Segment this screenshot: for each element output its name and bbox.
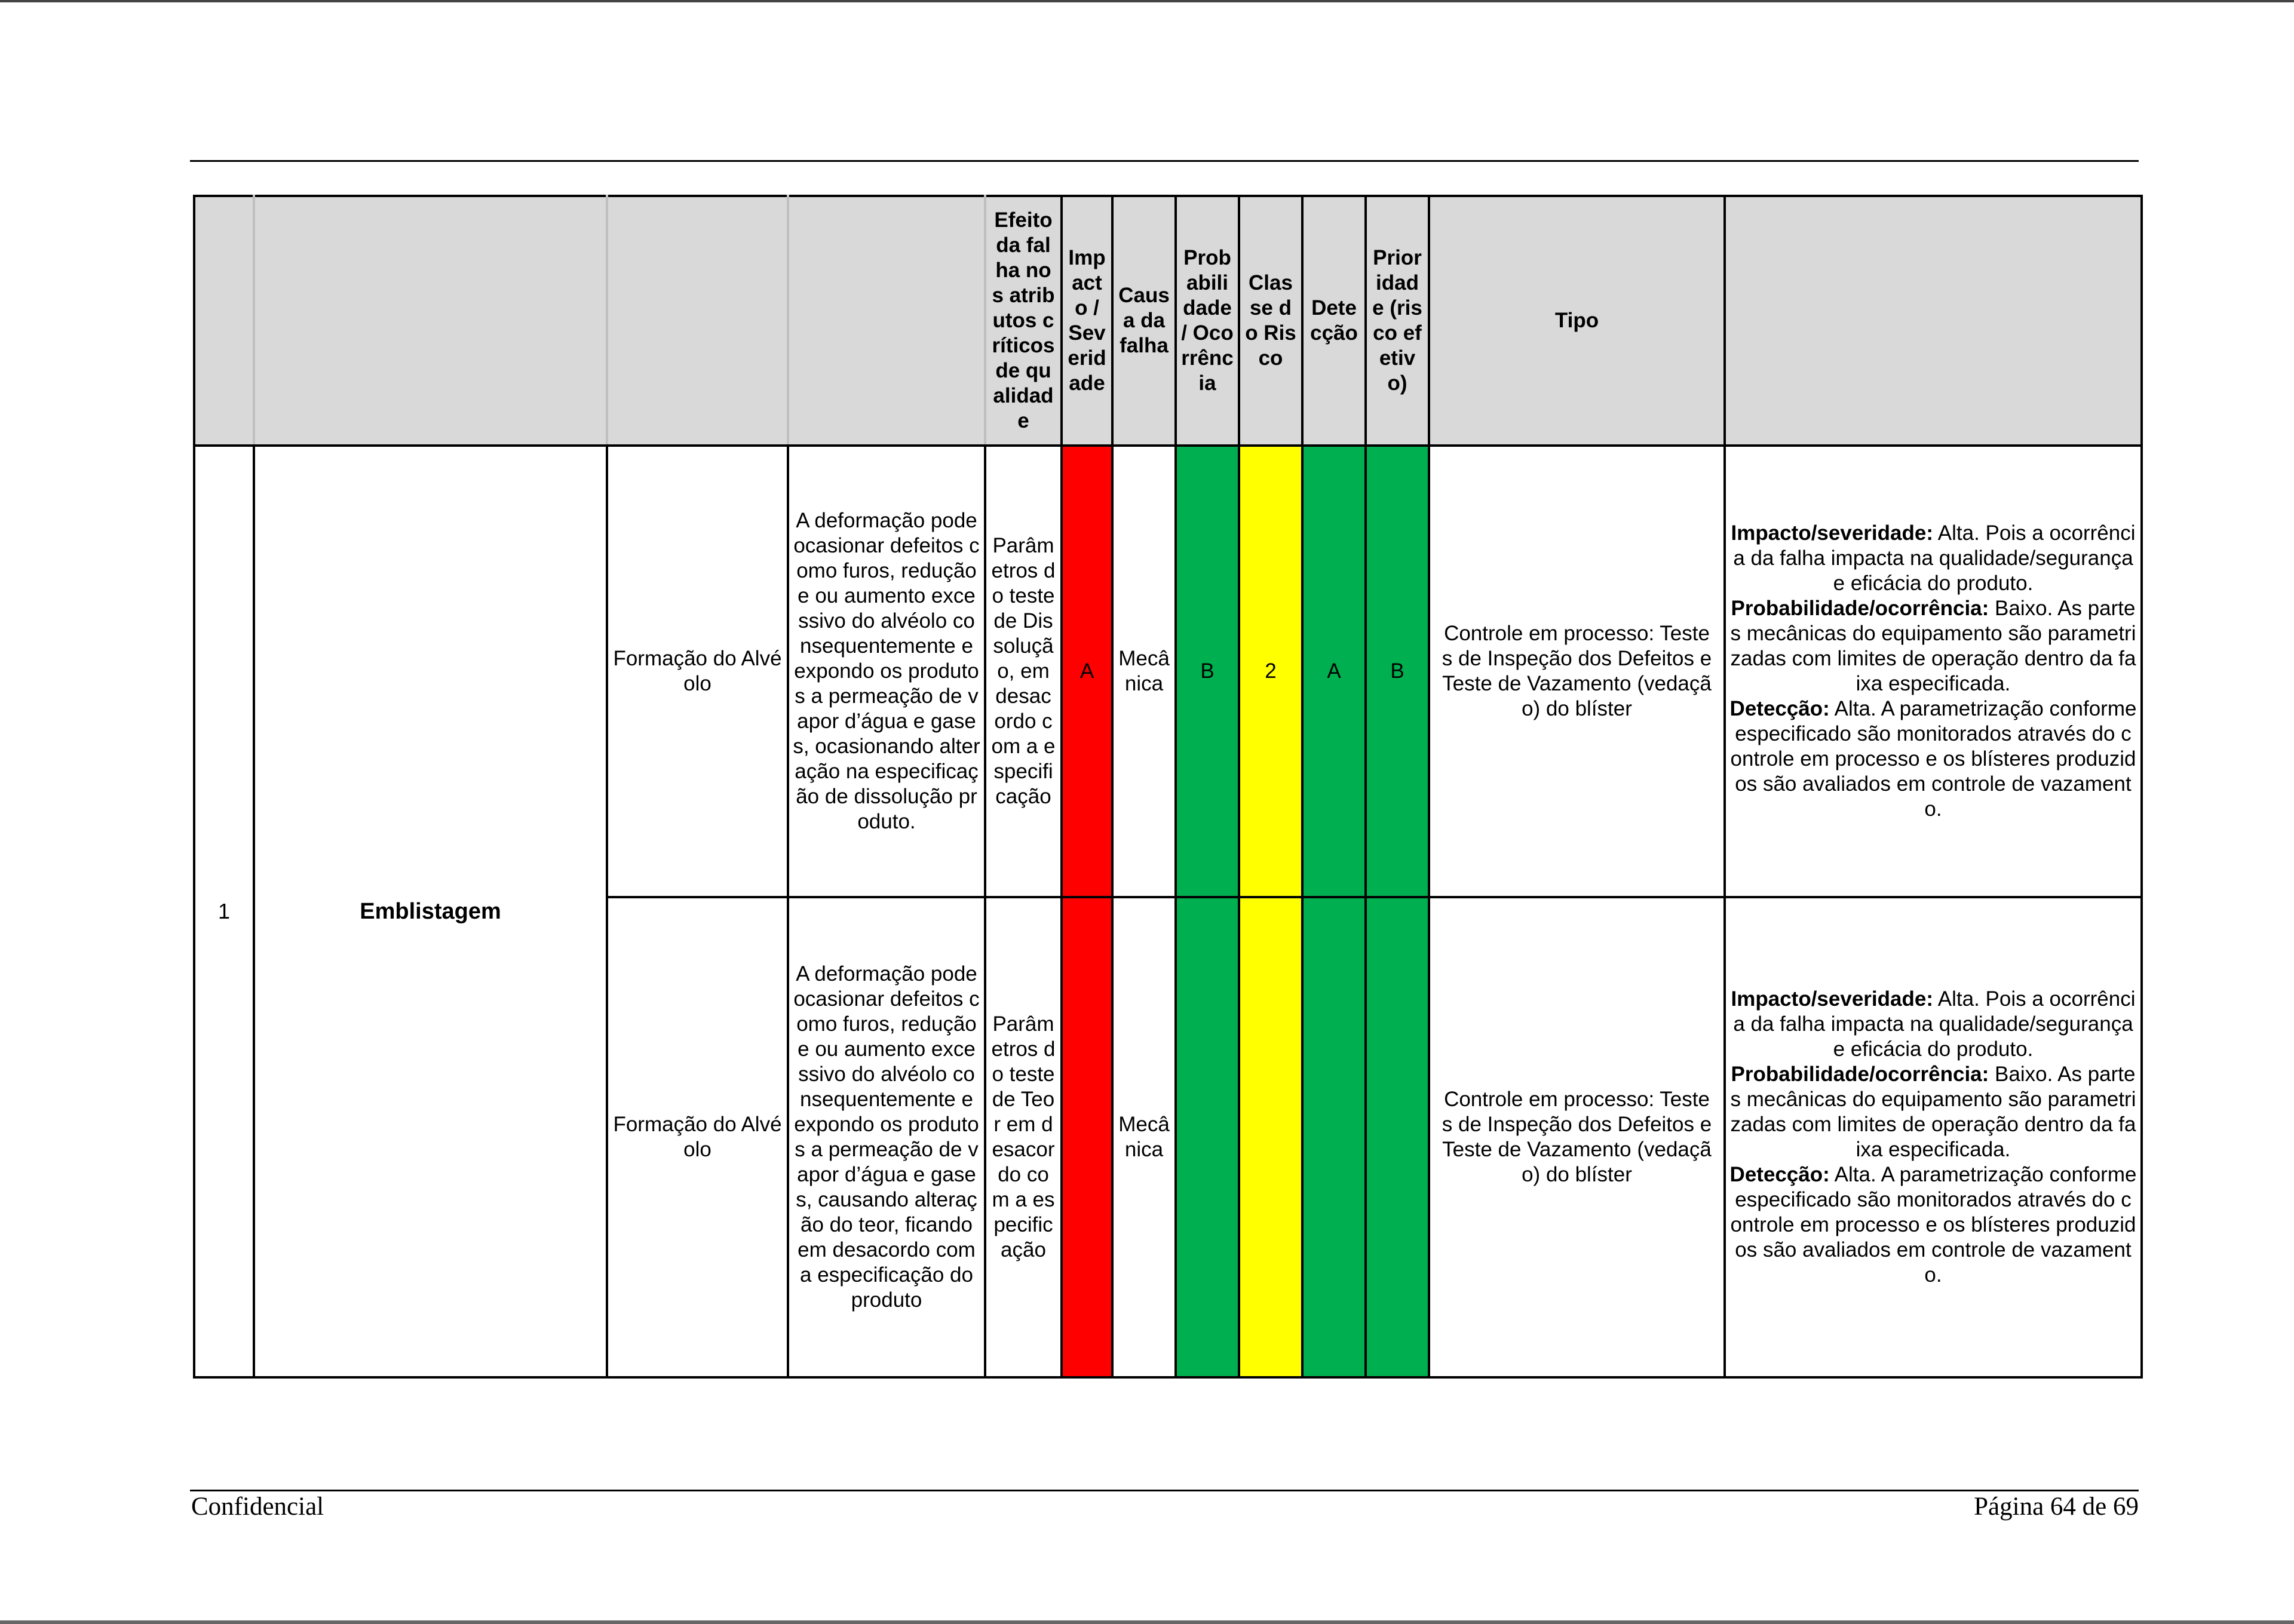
header-blank-number [194, 196, 254, 446]
row-1-detection: A [1302, 446, 1366, 897]
header-impact: Impacto / Severidade [1062, 196, 1112, 446]
header-row [194, 196, 2142, 446]
header-blank-failure-mode [788, 196, 985, 446]
row-1-justification [1725, 446, 2142, 897]
justification-detection-text: Alta. A parametrização conforme especificado são monitorados através do controle em processo e os blísteres produzidos são avaliados em controle de vazamento. [1730, 697, 2137, 821]
row-1-cause: Mecânica [1112, 446, 1176, 897]
row-2-cause: Mecânica [1112, 897, 1176, 1377]
fmea-table [193, 195, 2143, 1379]
footer-page-number: Página 64 de 69 [1974, 1493, 2139, 1521]
row-2-substep: Formação do Alvéolo [607, 897, 788, 1377]
justification-detection-label: Detecção: [1729, 697, 1830, 720]
header-risk-class: Classe do Risco [1239, 196, 1302, 446]
justification-impact-text: Alta. Pois a ocorrência da falha impacta na qualidade/segurança e eficácia do produto. [1733, 521, 2136, 595]
justification-probability-text: Baixo. As partes mecânicas do equipamento são parametrizadas com limites de operação dentro da faixa especificada. [1730, 597, 2136, 695]
row-1-risk-class: 2 [1239, 446, 1302, 897]
row-1-failure-mode: A deformação pode ocasionar defeitos como furos, redução e ou aumento excessivo do alvéolo consequentemente e expondo os produtos a permeação de vapor d’água e gases, ocasionando alteração na especificação de dissolução produto. [788, 446, 985, 897]
row-2-failure-mode: A deformação pode ocasionar defeitos como furos, redução e ou aumento excessivo do alvéolo consequentemente e expondo os produtos a permeação de vapor d’água e gases, causando alteração do teor, ficando em desacordo com a especificação do produto [788, 897, 985, 1377]
row-1-effect: Parâmetros do teste de Dissolução, em desacordo com a especificação [985, 446, 1062, 897]
row-1-type: Controle em processo: Testes de Inspeção dos Defeitos e Teste de Vazamento (vedação) do blíster [1429, 446, 1725, 897]
header-priority: Prioridade (risco efetivo) [1366, 196, 1429, 446]
header-rule [190, 160, 2139, 162]
page-bottom-edge [0, 1620, 2294, 1624]
row-2-type: Controle em processo: Testes de Inspeção dos Defeitos e Teste de Vazamento (vedação) do blíster [1429, 897, 1725, 1377]
justification-detection-label: Detecção: [1729, 1163, 1830, 1186]
header-type: Tipo [1429, 196, 1725, 446]
justification-probability-text: Baixo. As partes mecânicas do equipamento são parametrizadas com limites de operação dentro da faixa especificada. [1730, 1063, 2136, 1161]
justification-probability-label: Probabilidade/ocorrência: [1731, 1063, 1989, 1086]
row-1-impact: A [1062, 446, 1112, 897]
justification-detection-text: Alta. A parametrização conforme especificado são monitorados através do controle em processo e os blísteres produzidos são avaliados em controle de vazamento. [1730, 1163, 2137, 1287]
header-probability: Probabilidade / Ocorrência [1176, 196, 1239, 446]
header-cause: Causa da falha [1112, 196, 1176, 446]
header-blank-step [254, 196, 607, 446]
table-row [194, 446, 2142, 897]
header-detection: Detecção [1302, 196, 1366, 446]
row-1-priority: B [1366, 446, 1429, 897]
header-effect: Efeito da falha nos atributos críticos de qualidade [985, 196, 1062, 446]
justification-probability-label: Probabilidade/ocorrência: [1731, 597, 1989, 620]
justification-impact-label: Impacto/severidade: [1731, 521, 1933, 545]
group-name: Emblistagem [254, 446, 607, 1377]
group-number: 1 [194, 446, 254, 1377]
row-2-probability [1176, 897, 1239, 1377]
header-blank-substep [607, 196, 788, 446]
row-1-probability: B [1176, 446, 1239, 897]
row-2-justification [1725, 897, 2142, 1377]
footer-confidential: Confidencial [191, 1493, 324, 1521]
row-2-priority [1366, 897, 1429, 1377]
row-1-substep: Formação do Alvéolo [607, 446, 788, 897]
justification-impact-text: Alta. Pois a ocorrência da falha impacta na qualidade/segurança e eficácia do produto. [1733, 987, 2136, 1061]
page-top-edge [0, 0, 2294, 2]
header-blank-justification [1725, 196, 2142, 446]
row-2-impact [1062, 897, 1112, 1377]
footer-rule [190, 1490, 2139, 1491]
row-2-effect: Parâmetros do teste de Teor em desacordo com a especificação [985, 897, 1062, 1377]
justification-impact-label: Impacto/severidade: [1731, 987, 1933, 1011]
row-2-risk-class [1239, 897, 1302, 1377]
row-2-detection [1302, 897, 1366, 1377]
